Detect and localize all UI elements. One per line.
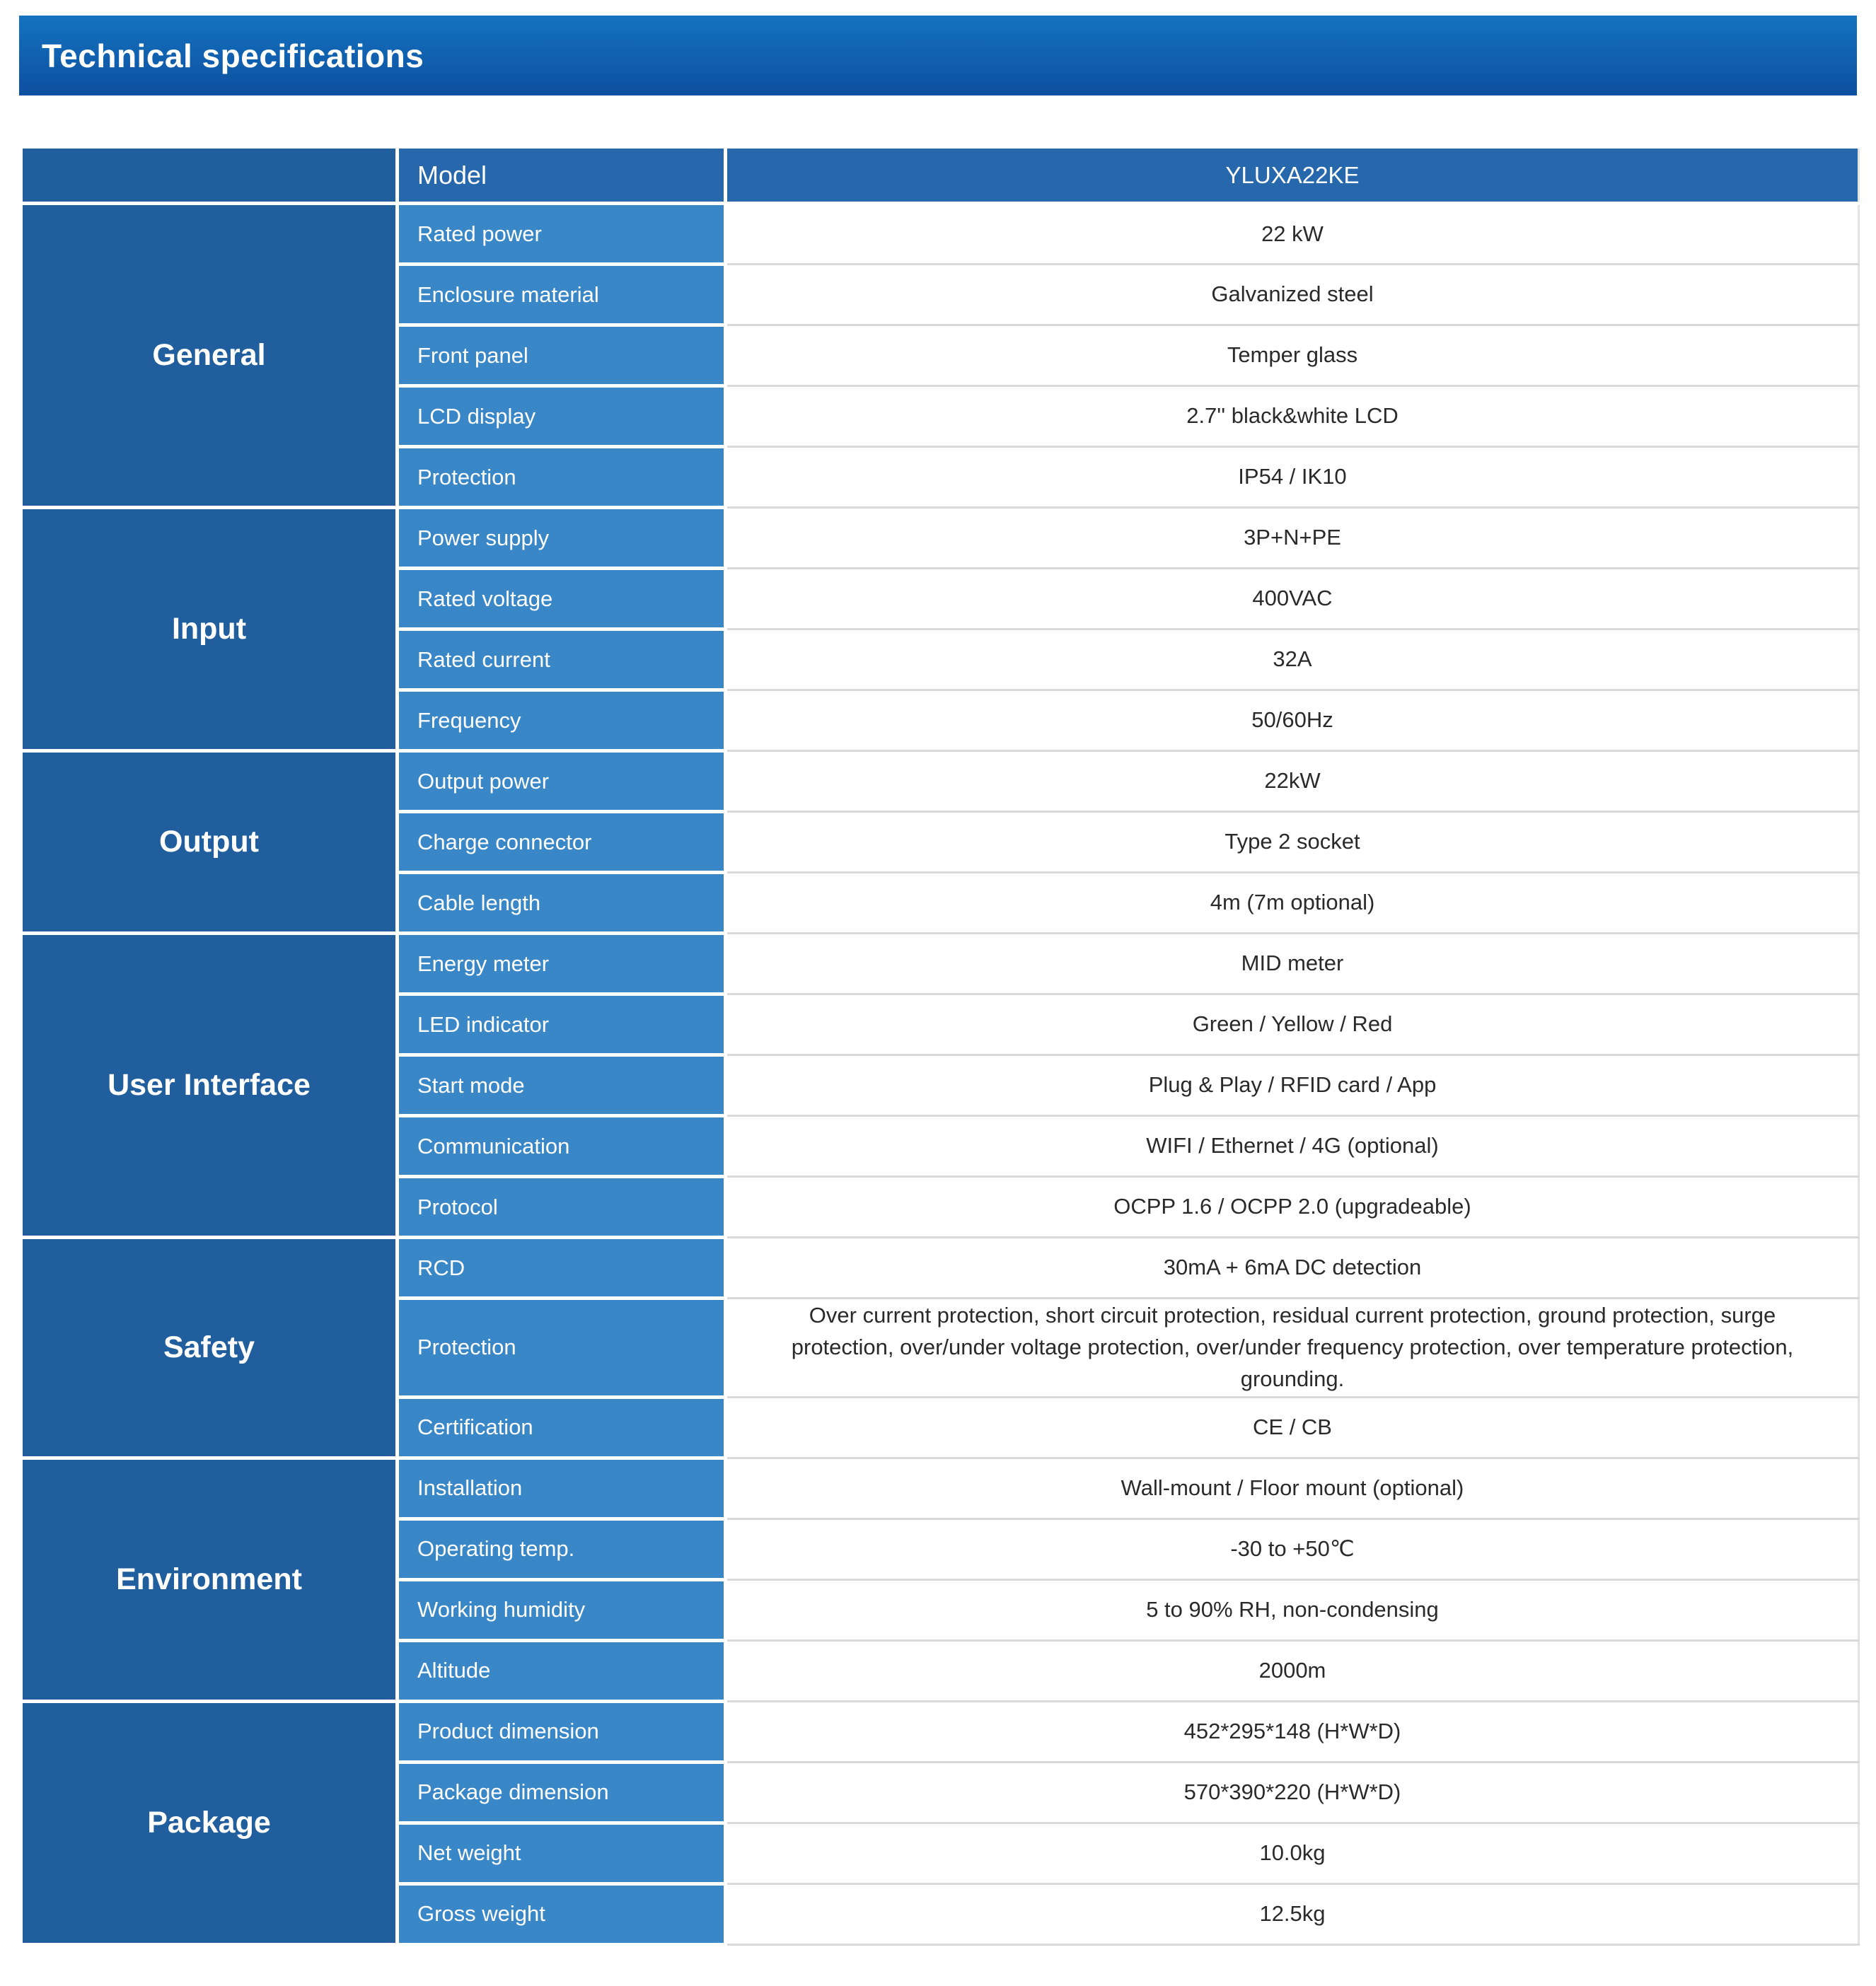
param-cell: Product dimension bbox=[398, 1701, 726, 1762]
value-cell bbox=[726, 994, 1859, 1055]
value-text: Green / Yellow / Red bbox=[1192, 1011, 1393, 1037]
value-cell bbox=[726, 265, 1859, 325]
value-text: Over current protection, short circuit protection, residual current protection, ground protection, surge protection, over/under voltage protection, over/under frequency protection, over temperature protection, grounding. bbox=[791, 1303, 1794, 1391]
value-cell bbox=[726, 1823, 1859, 1883]
value-text: 452*295*148 (H*W*D) bbox=[1183, 1718, 1401, 1743]
value-text: 50/60Hz bbox=[1251, 707, 1333, 733]
value-text: 30mA + 6mA DC detection bbox=[1163, 1255, 1422, 1280]
spec-row bbox=[21, 204, 1859, 265]
spec-row bbox=[21, 1458, 1859, 1518]
category-cell: Environment bbox=[21, 1458, 398, 1701]
value-text: 570*390*220 (H*W*D) bbox=[1183, 1779, 1401, 1804]
category-cell: Output bbox=[21, 751, 398, 934]
param-cell: Installation bbox=[398, 1458, 726, 1518]
spec-row bbox=[21, 508, 1859, 569]
value-cell bbox=[726, 447, 1859, 508]
value-text: Wall-mount / Floor mount (optional) bbox=[1121, 1475, 1464, 1500]
param-cell: Rated current bbox=[398, 629, 726, 690]
value-cell bbox=[726, 1116, 1859, 1177]
value-text: Galvanized steel bbox=[1211, 281, 1374, 307]
value-text: Type 2 socket bbox=[1224, 829, 1360, 854]
spec-row bbox=[21, 751, 1859, 812]
param-cell: Protocol bbox=[398, 1177, 726, 1238]
param-cell: Package dimension bbox=[398, 1762, 726, 1823]
spec-table-body bbox=[21, 204, 1859, 1945]
value-cell bbox=[726, 325, 1859, 386]
value-cell bbox=[726, 204, 1859, 265]
value-cell bbox=[726, 1458, 1859, 1518]
param-cell: Communication bbox=[398, 1116, 726, 1177]
value-cell bbox=[726, 1640, 1859, 1701]
header-corner-cell bbox=[21, 147, 398, 204]
param-cell: RCD bbox=[398, 1238, 726, 1299]
value-text: OCPP 1.6 / OCPP 2.0 (upgradeable) bbox=[1113, 1194, 1471, 1219]
value-text: 10.0kg bbox=[1259, 1840, 1326, 1865]
category-cell: Input bbox=[21, 508, 398, 751]
value-cell bbox=[726, 1177, 1859, 1238]
value-cell bbox=[726, 1701, 1859, 1762]
value-cell bbox=[726, 386, 1859, 447]
param-cell: Output power bbox=[398, 751, 726, 812]
spec-row bbox=[21, 1238, 1859, 1299]
value-cell bbox=[726, 569, 1859, 629]
param-cell: Protection bbox=[398, 1299, 726, 1398]
value-text: CE / CB bbox=[1253, 1414, 1332, 1439]
param-cell: Charge connector bbox=[398, 812, 726, 873]
value-cell bbox=[726, 934, 1859, 994]
param-cell: Front panel bbox=[398, 325, 726, 386]
param-cell: Rated voltage bbox=[398, 569, 726, 629]
value-cell bbox=[726, 508, 1859, 569]
param-cell: Frequency bbox=[398, 690, 726, 751]
param-cell: Enclosure material bbox=[398, 265, 726, 325]
value-text: WIFI / Ethernet / 4G (optional) bbox=[1146, 1133, 1439, 1158]
param-cell: LED indicator bbox=[398, 994, 726, 1055]
spec-header-row bbox=[21, 147, 1859, 204]
value-cell bbox=[726, 1238, 1859, 1299]
value-cell bbox=[726, 1518, 1859, 1579]
value-cell bbox=[726, 629, 1859, 690]
value-text: 2000m bbox=[1258, 1657, 1326, 1683]
param-cell: Net weight bbox=[398, 1823, 726, 1883]
category-cell: Safety bbox=[21, 1238, 398, 1458]
value-text: 32A bbox=[1273, 646, 1312, 672]
value-cell bbox=[726, 1883, 1859, 1944]
param-cell: LCD display bbox=[398, 386, 726, 447]
param-cell: Power supply bbox=[398, 508, 726, 569]
param-cell: Rated power bbox=[398, 204, 726, 265]
param-cell: Working humidity bbox=[398, 1579, 726, 1640]
value-text: 3P+N+PE bbox=[1244, 525, 1341, 550]
param-cell: Certification bbox=[398, 1397, 726, 1458]
value-text: 5 to 90% RH, non-condensing bbox=[1146, 1596, 1439, 1622]
param-cell: Cable length bbox=[398, 873, 726, 934]
value-cell bbox=[726, 1055, 1859, 1116]
value-cell bbox=[726, 812, 1859, 873]
spec-row bbox=[21, 934, 1859, 994]
param-cell: Gross weight bbox=[398, 1883, 726, 1944]
category-cell: General bbox=[21, 204, 398, 508]
value-text: 12.5kg bbox=[1259, 1900, 1326, 1926]
value-text: 400VAC bbox=[1252, 586, 1333, 611]
value-cell bbox=[726, 1299, 1859, 1398]
value-text: 2.7'' black&white LCD bbox=[1186, 403, 1399, 429]
page-title: Technical specifications bbox=[42, 37, 424, 74]
category-cell: User Interface bbox=[21, 934, 398, 1238]
value-cell bbox=[726, 1762, 1859, 1823]
title-banner bbox=[19, 16, 1857, 95]
value-cell bbox=[726, 873, 1859, 934]
value-text: MID meter bbox=[1241, 951, 1344, 976]
param-cell: Altitude bbox=[398, 1640, 726, 1701]
value-text: Temper glass bbox=[1227, 342, 1358, 368]
category-cell: Package bbox=[21, 1701, 398, 1944]
value-text: -30 to +50℃ bbox=[1230, 1535, 1355, 1561]
value-text: IP54 / IK10 bbox=[1238, 464, 1347, 489]
value-cell bbox=[726, 1579, 1859, 1640]
value-text: Plug & Play / RFID card / App bbox=[1148, 1072, 1437, 1098]
param-cell: Start mode bbox=[398, 1055, 726, 1116]
value-cell bbox=[726, 1397, 1859, 1458]
param-cell: Energy meter bbox=[398, 934, 726, 994]
spec-table bbox=[19, 145, 1860, 1946]
value-cell bbox=[726, 690, 1859, 751]
header-value-cell: YLUXA22KE bbox=[726, 147, 1859, 204]
value-cell bbox=[726, 751, 1859, 812]
spec-row bbox=[21, 1701, 1859, 1762]
value-text: 22kW bbox=[1264, 768, 1321, 794]
value-text: 22 kW bbox=[1261, 221, 1324, 246]
param-cell: Operating temp. bbox=[398, 1518, 726, 1579]
param-cell: Protection bbox=[398, 447, 726, 508]
value-text: 4m (7m optional) bbox=[1210, 890, 1375, 915]
header-param-cell: Model bbox=[398, 147, 726, 204]
